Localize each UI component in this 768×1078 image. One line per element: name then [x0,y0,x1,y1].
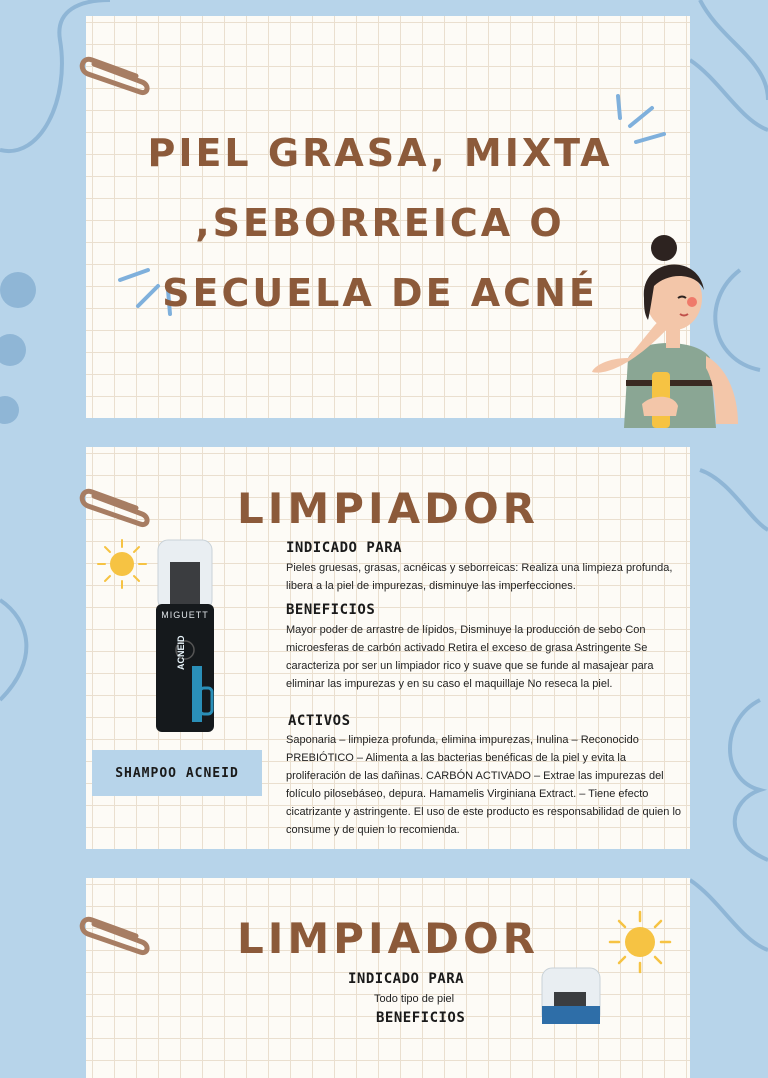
benefits-heading: BENEFICIOS [286,602,376,618]
benefits-text: Mayor poder de arrastre de lípidos, Disminuye la producción de sebo Con microesferas de carbón activado Retira el exceso de grasa Astringente Se caracteriza por ser un limpiador rico y suave que se funde al masajear para eliminar las impurezas y en su caso el maquillaje No reseca la piel. [286,624,654,690]
bottle-name: ACNEID [176,635,186,670]
sun-icon [96,538,148,590]
section-title: LIMPIADOR [236,914,539,963]
indicated-text: Todo tipo de piel [374,993,455,1005]
indicated-heading: INDICADO PARA [348,971,465,987]
indicated-heading: INDICADO PARA [286,540,403,556]
product-label: SHAMPOO ACNEID [115,765,239,781]
paperclip-icon [74,52,154,96]
bottle-brand: MIGUETT [161,610,209,620]
woman-applying-cream-illustration [588,228,748,432]
actives-text: Saponaria – limpieza profunda, elimina impurezas, Inulina – Reconocido PREBIÓTICO – Alimenta a las bacterias benéficas de la piel y evita la proliferación de las dañinas. CARBÓN ACTIVADO – Extrae las impurezas del folículo pilosebáseo, depura. Hamamelis Virginiana Extract. – Tiene efecto cicatrizante y astringente. El uso de este producto es responsabilidad de quien lo consume y de quien lo recomienda. [286,734,682,836]
section-title: LIMPIADOR [236,484,539,533]
product-bottle-image [536,966,606,1024]
sun-icon [608,910,672,974]
benefits-heading: BENEFICIOS [376,1010,466,1026]
product-label-box [92,750,262,796]
actives-heading: ACTIVOS [288,713,351,729]
indicated-text: Pieles gruesas, grasas, acnéicas y seborreicas: Realiza una limpieza profunda, libera a la piel de impurezas, disminuye las imperfecciones. [286,562,673,592]
page-title: PIEL GRASA, MIXTA ,SEBORREICA O SECUELA DE ACNÉ [147,131,613,315]
